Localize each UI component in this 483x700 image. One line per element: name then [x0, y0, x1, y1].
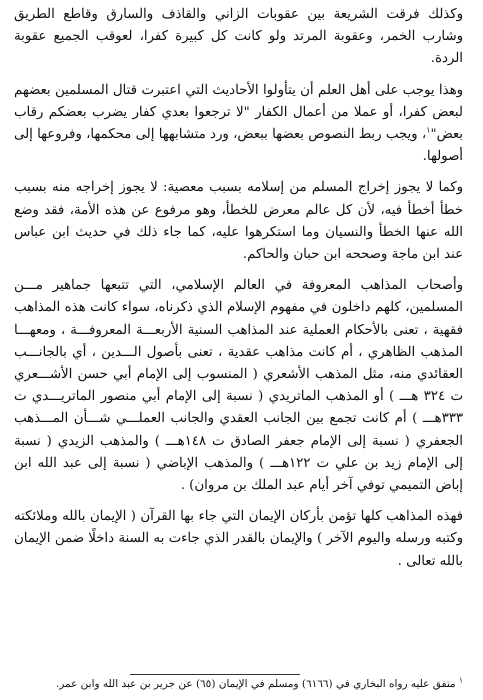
footnote-number: ١ [458, 675, 463, 685]
paragraph-faith [14, 506, 463, 573]
paragraph-text: فهذه المذاهب كلها تؤمن بأركان الإيمان التي جاء بها القرآن ( الإيمان بالله وملائكته وكتبه ورسله واليوم الآخر ) والإيمان بالقدر الذي جاءت به السنة داخلًا ضمن الإيمان بالله تعالى . [14, 509, 463, 569]
paragraph-text-continued: ، ويجب ربط النصوص بعضها ببعض، ورد متشابهها إلى محكمها، وفروعها إلى أصولها. [14, 127, 463, 165]
paragraph-text: وأصحاب المذاهب المعروفة في العالم الإسلامي، التي تتبعها جماهير مـــن المسلمين، كلهم داخلون في مفهوم الإسلام الذي ذكرناه، سواء كانت هذه المذاهب فقهية ، تعنى بالأحكام العملية عند المذاهب السنية الأربعـــة المعروفـــة ، ومعهـــا المذهب الظاهري ، أم كانت مذاهب عقدية ، تعنى بأصول الـــدين ، أي بالجانـــب العقائدي منه، مثل المذهب الأشعري ( المنسوب إلى الإمام أبي حسن الأشـــعري ت ٣٢٤ هـــ ) أو المذهب الماتريدي ( نسبة إلى الإمام أبي منصور الماتريـــدي ت ٣٣٣هـــ ) أم كانت تجمع بين الجانب العقدي والجانب العملـــي شـــأن المـــذهب الجعفري ( نسبة إلى الإمام جعفر الصادق ت ١٤٨هـــ ) والمذهب الزيدي ( نسبة إلى الإمام زيد بن علي ت ١٢٢هـــ ) والمذهب الإباضي ( نسبة إلى عبد الله ابن إباض التميمي توفي آخر أيام عبد الملك بن مروان) . [14, 278, 464, 494]
paragraph-text: وكذلك فرقت الشريعة بين عقوبات الزاني والقاذف والسارق وقاطع الطريق وشارب الخمر، وعقوبة المرتد ولو كانت كل كبيرة كفرا، لعوقب الجميع عقوبة الردة. [14, 7, 463, 67]
paragraph-text: وكما لا يجوز إخراج المسلم من إسلامه بسبب معصية: لا يجوز إخراجه منه بسبب خطأ أخطأ فيه، لأن كل عالم معرض للخطأ، وهو مرفوع عن هذه الأمة، فقد وضع الله عنها الخطأ والنسيان وما استكرهوا عليه، كما جاء ذلك في حديث ابن عباس عند ابن ماجة وصححه ابن حبان والحاكم. [14, 180, 463, 263]
paragraph-error [14, 177, 463, 266]
footnote-text: متفق عليه رواه البخاري في (٦١٦٦) ومسلم في الإيمان (٦٥) عن جرير بن عبد الله وابن عمر. [55, 678, 456, 690]
paragraph-punishments [14, 4, 463, 71]
paragraph-text: وهذا يوجب على أهل العلم أن يتأولوا الأحاديث التي اعتبرت قتال المسلمين بعضهم لبعض كفرا، أو عملا من أعمال الكفار "لا ترجعوا بعدي كفار يضرب بعضكم رقاب بعض" [14, 82, 463, 143]
paragraph-interpretation [14, 80, 463, 169]
paragraph-schools [14, 275, 463, 497]
footnote [14, 676, 463, 692]
footnote-divider [130, 674, 300, 675]
footnote-reference[interactable]: ١ [426, 125, 431, 135]
